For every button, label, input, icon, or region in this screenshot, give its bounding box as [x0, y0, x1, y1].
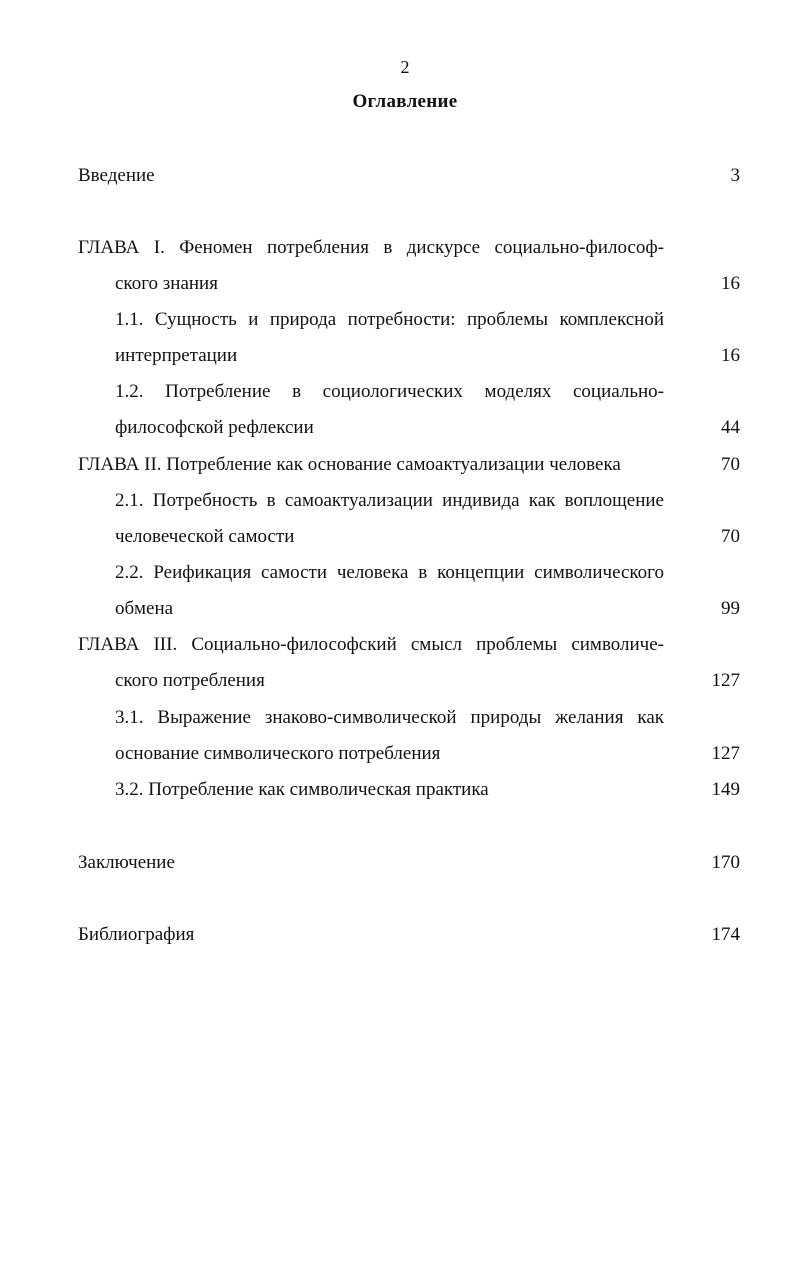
toc-entry-section-2-1-cont	[78, 523, 740, 551]
toc-entry-text: 2.1. Потребность в самоактуализации индивида как воплощение	[115, 490, 664, 511]
toc-entry-page: 127	[711, 670, 740, 691]
toc-entry-bibliography	[78, 921, 740, 949]
toc-entry-page: 70	[721, 526, 740, 547]
toc-entry-text: интерпретации	[115, 345, 238, 366]
toc-entry-page: 16	[721, 273, 740, 294]
toc-entry-section-1-1	[78, 306, 740, 334]
toc-entry-chapter-1-cont	[78, 270, 740, 298]
toc-entry-page: 149	[711, 779, 740, 800]
toc-entry-chapter-2	[78, 451, 740, 479]
toc-entry-text: обмена	[115, 598, 174, 619]
toc-entry-text: ГЛАВА III. Социально-философский смысл проблемы символиче-	[78, 634, 664, 655]
toc-entry-text: 1.1. Сущность и природа потребности: проблемы комплексной	[115, 309, 664, 330]
toc-entry-text: философской рефлексии	[115, 417, 314, 438]
toc-entry-page: 16	[721, 345, 740, 366]
toc-entry-section-3-1-cont	[78, 740, 740, 768]
toc-entry-chapter-3	[78, 631, 740, 659]
toc-entry-text: основание символического потребления	[115, 743, 441, 764]
toc-entry-section-2-1	[78, 487, 740, 515]
page-number: 2	[400, 57, 410, 77]
toc-entry-text: Библиография	[78, 924, 195, 945]
toc-entry-conclusion	[78, 849, 740, 877]
toc-entry-text: ского знания	[115, 273, 218, 294]
toc-entry-page: 174	[711, 924, 740, 945]
toc-entry-text: 2.2. Реификация самости человека в концепции символического	[115, 562, 664, 583]
toc-entry-chapter-3-cont	[78, 667, 740, 695]
toc-entry-section-2-2	[78, 559, 740, 587]
toc-entry-section-1-2-cont	[78, 414, 740, 442]
toc-entry-page: 44	[721, 417, 740, 438]
toc-entry-page: 127	[711, 743, 740, 764]
toc-entry-text: Введение	[78, 165, 155, 186]
toc-entry-text: человеческой самости	[115, 526, 295, 547]
toc-entry-intro	[78, 162, 740, 190]
toc-entry-text: 1.2. Потребление в социологических моделях социально-	[115, 381, 664, 402]
toc-entry-chapter-1	[78, 234, 740, 262]
toc-entry-section-3-2	[78, 776, 740, 804]
toc-entry-text: Заключение	[78, 852, 175, 873]
toc-entry-section-2-2-cont	[78, 595, 740, 623]
toc-entry-text: ского потребления	[115, 670, 265, 691]
toc-entry-page: 3	[730, 165, 740, 186]
toc-entry-text: ГЛАВА I. Феномен потребления в дискурсе социально-философ-	[78, 237, 664, 258]
toc-entry-section-3-1	[78, 704, 740, 732]
toc-entry-page: 99	[721, 598, 740, 619]
toc-entry-page: 170	[711, 852, 740, 873]
toc-entry-section-1-2	[78, 378, 740, 406]
toc-entry-text: ГЛАВА II. Потребление как основание самоактуализации человека	[78, 454, 621, 475]
toc-entry-page: 70	[721, 454, 740, 475]
toc-entry-section-1-1-cont	[78, 342, 740, 370]
toc-entry-text: 3.1. Выражение знаково-символической природы желания как	[115, 707, 664, 728]
page-title: Оглавление	[352, 91, 458, 112]
toc-entry-text: 3.2. Потребление как символическая практика	[115, 779, 489, 800]
